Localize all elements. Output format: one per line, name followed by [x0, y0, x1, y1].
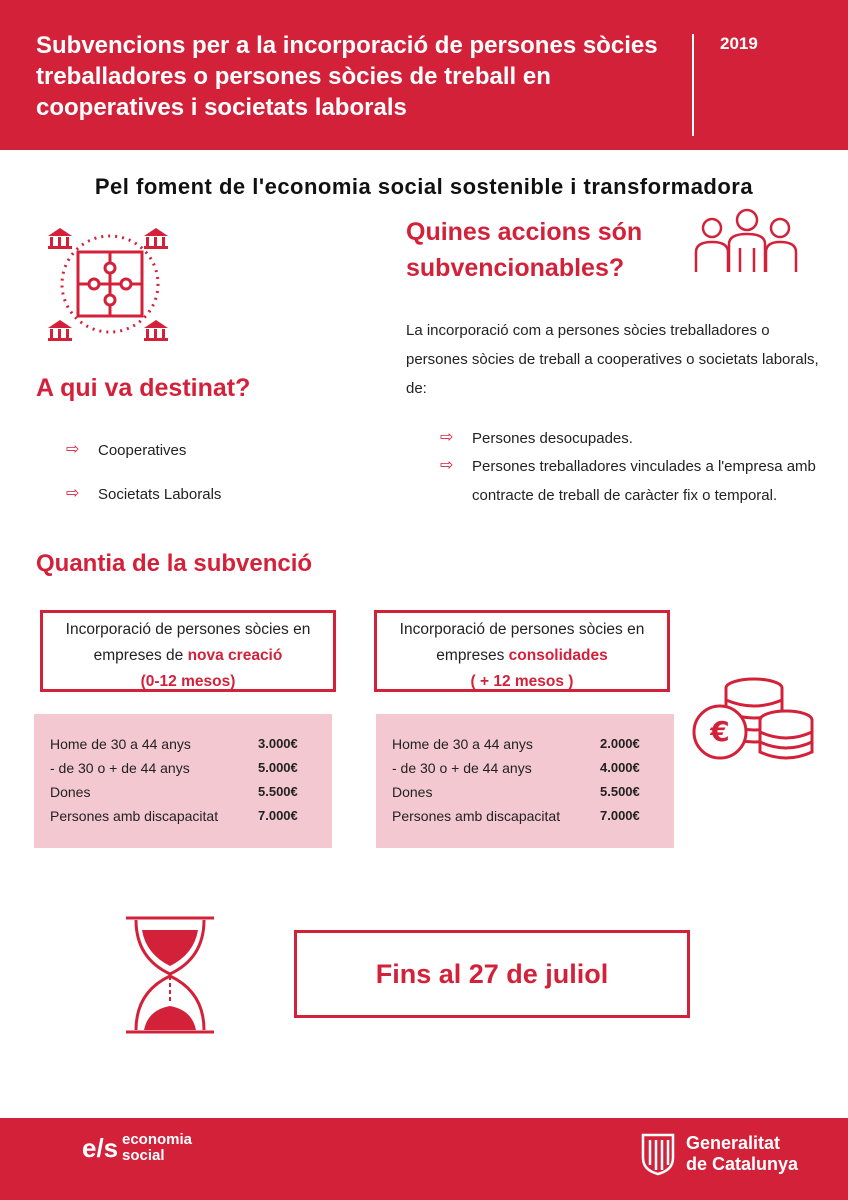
actions-heading: Quines accions són subvencionables? [406, 218, 643, 282]
page-title: Subvencions per a la incorporació de persones sòcies treballadores o persones sòcies de treball en cooperatives i societats laborals [36, 32, 658, 121]
row-label: Persones amb discapacitat [50, 808, 219, 824]
cons-box-line1: Incorporació de persones sòcies en [399, 621, 645, 638]
row-value: 5.500€ [600, 784, 640, 799]
arrow-right-icon: ⇨ [66, 441, 80, 458]
subtitle: Pel foment de l'economia social sostenible i transformadora [94, 174, 754, 199]
row-label: Home de 30 a 44 anys [392, 736, 533, 752]
action-bullet-2: Persones treballadores vinculades a l'empresa amb contracte de treball de caràcter fix o temporal. [472, 458, 816, 504]
row-label: Dones [50, 784, 91, 800]
amount-heading: Quantia de la subvenció [36, 550, 313, 577]
es-text [122, 1132, 192, 1164]
list-item [440, 428, 820, 453]
row-label: - de 30 o + de 44 anys [392, 760, 532, 776]
deadline-box [294, 930, 690, 1018]
generalitat-shield-icon [640, 1132, 676, 1176]
row-label: Dones [392, 784, 433, 800]
target-heading: A qui va destinat? [36, 374, 251, 402]
arrow-right-icon: ⇨ [440, 429, 454, 446]
new-company-box [40, 610, 336, 692]
arrow-right-icon: ⇨ [66, 485, 80, 502]
row-label: Persones amb discapacitat [392, 808, 561, 824]
deadline-text: Fins al 27 de juliol [375, 958, 609, 989]
row-value: 5.500€ [258, 784, 298, 799]
table-row [50, 756, 318, 780]
table-row [392, 804, 660, 828]
list-item [66, 484, 366, 509]
table-row [392, 732, 660, 756]
arrow-right-icon: ⇨ [440, 457, 454, 474]
row-value: 7.000€ [258, 808, 298, 823]
list-item [66, 440, 366, 465]
economia-social-logo [82, 1132, 192, 1164]
table-row [50, 780, 318, 804]
table-row [50, 732, 318, 756]
hourglass-icon [124, 914, 216, 1036]
table-row [392, 780, 660, 804]
cons-box-line2 [377, 643, 667, 669]
cons-box-highlight: consolidades [508, 647, 608, 664]
row-value: 3.000€ [258, 736, 298, 751]
row-label: - de 30 o + de 44 anys [50, 760, 190, 776]
es-mark: e/s [82, 1133, 119, 1163]
actions-paragraph: La incorporació com a persones sòcies treballadores o persones sòcies de treball a cooperatives o societats laborals, de: [406, 322, 819, 397]
action-bullet-1: Persones desocupades. [472, 430, 633, 447]
es-line1: economia [122, 1131, 193, 1148]
new-box-line1: Incorporació de persones sòcies en [65, 621, 311, 638]
new-box-line2 [43, 643, 333, 669]
gen-text [686, 1133, 798, 1175]
row-value: 5.000€ [258, 760, 298, 775]
consolidated-amounts-table [376, 714, 674, 848]
row-value: 7.000€ [600, 808, 640, 823]
gen-line2: de Catalunya [686, 1154, 799, 1174]
cons-box-line2-prefix: empreses [436, 647, 505, 664]
table-row [392, 756, 660, 780]
row-value: 2.000€ [600, 736, 640, 751]
new-box-highlight: nova creació [187, 647, 283, 664]
es-line2: social [122, 1147, 165, 1164]
gen-line1: Generalitat [686, 1133, 781, 1153]
target-bullet-2: Societats Laborals [98, 486, 222, 503]
row-label: Home de 30 a 44 anys [50, 736, 191, 752]
new-box-line2-prefix: empreses de [93, 647, 184, 664]
svg-text:€: € [710, 715, 730, 748]
new-box-period: (0-12 mesos) [140, 673, 236, 690]
row-value: 4.000€ [600, 760, 640, 775]
cons-box-period: ( + 12 mesos ) [470, 673, 574, 690]
list-item [440, 456, 820, 510]
table-row [50, 804, 318, 828]
people-group-icon [692, 208, 802, 274]
cooperation-puzzle-icon [40, 218, 180, 346]
coins-euro-icon [690, 676, 818, 762]
header-year: 2019 [720, 34, 758, 53]
generalitat-logo [640, 1132, 798, 1176]
new-company-amounts-table [34, 714, 332, 848]
consolidated-company-box [374, 610, 670, 692]
target-bullet-1: Cooperatives [98, 442, 187, 459]
header-divider [692, 34, 694, 136]
